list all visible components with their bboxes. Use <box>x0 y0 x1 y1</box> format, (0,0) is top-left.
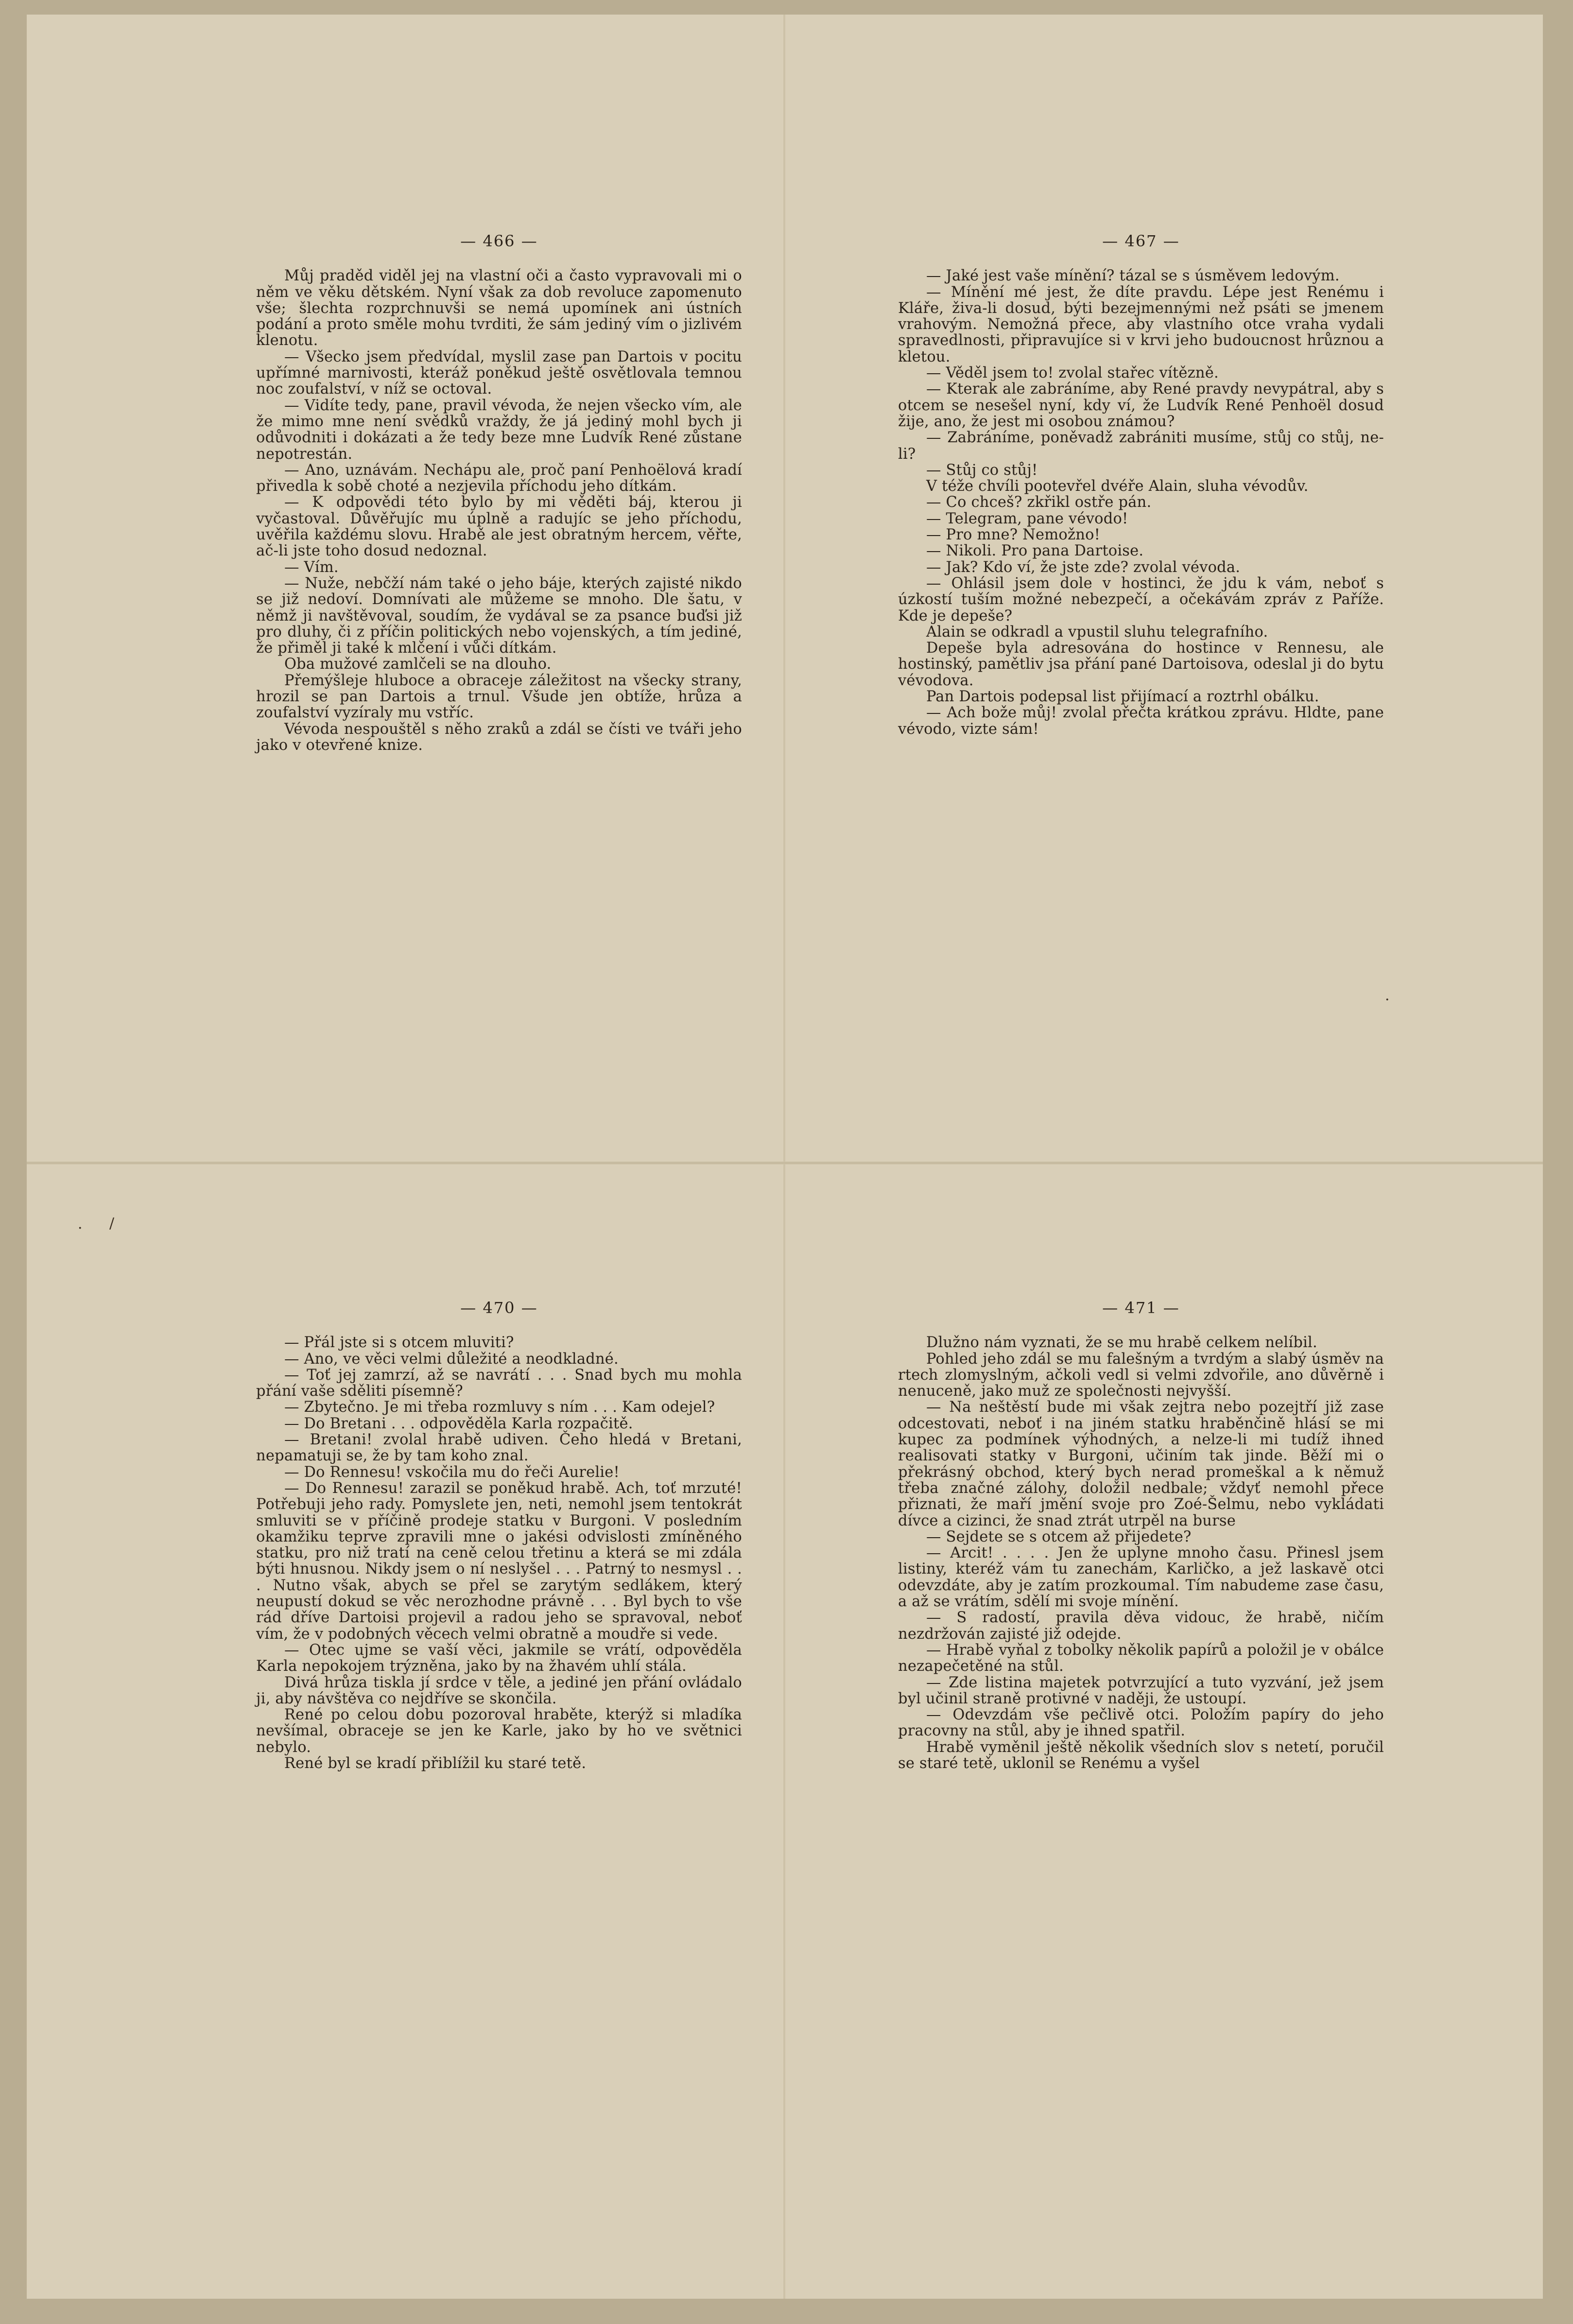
horizontal-fold <box>27 1162 1543 1164</box>
paragraph: — K odpovědi této bylo by mi věděti báj, kterou ji vyčastoval. Důvěřujíc mu úplně a radujíc se jeho příchodu, uvěřila každému slovu. Hrabě ale jest obratným hercem, věřte, ač-li jste toho dosud nedoznal. <box>256 494 742 560</box>
page-number: — 466 — <box>460 232 538 250</box>
page-number: — 471 — <box>1102 1299 1180 1317</box>
paragraph: — Přál jste si s otcem mluviti? <box>284 1334 514 1352</box>
paragraph: Oba mužové zamlčeli se na dlouho. <box>284 656 552 673</box>
paragraph: — Mínění mé jest, že díte pravdu. Lépe jest Renému i Kláře, živa-li dosud, býti bezejmennými než psáti se jmenem vrahovým. Nemožná přece, aby vlastního otce vraha vydali spravedlnosti, připravujíce si v krvi jeho budoucnost hrůznou a kletou. <box>898 283 1384 365</box>
paragraph: V téže chvíli pootevřel dvéře Alain, sluha vévodův. <box>926 478 1309 495</box>
paragraph: — Vím. <box>284 558 339 576</box>
paragraph: — S radostí, pravila děva vidouc, že hrabě, ničím nezdržován zajisté již odejde. <box>898 1609 1384 1643</box>
paragraph: — Na neštěstí bude mi však zejtra nebo pozejtří již zase odcestovati, neboť i na jiném statku hraběnčině hlásí se mi kupec za podmínek výhodných, a nelze-li mi tudíž ihned realisovati statky v Burgoni, učiním tak jinde. Běží mi o překrásný obchod, který bych nerad promeškal a k němuž třeba značné zálohy, doložil nedbale; vždyť nemohl přece přiznati, že maří jmění svoje pro Zoé-Šelmu, nebo vykládati dívce a cizinci, že snad ztrát utrpěl na burse <box>898 1399 1384 1529</box>
paragraph: Dlužno nám vyznati, že se mu hrabě celkem nelíbil. <box>926 1334 1317 1352</box>
paragraph: Přemýšleje hluboce a obraceje záležitost na všecky strany, hrozil se pan Dartois a trnul. Všude jen obtíže, hrůza a zoufalství vyzíraly mu vstříc. <box>256 672 742 722</box>
paragraph: — Pro mne? Nemožno! <box>926 526 1101 544</box>
paragraph: Depeše byla adresována do hostince v Rennesu, ale hostinský, pamětliv jsa přání pané Dartoisova, odeslal ji do bytu vévodova. <box>898 640 1384 689</box>
page-467 <box>898 233 1384 737</box>
paragraph: — Do Rennesu! zarazil se poněkud hrabě. Ach, toť mrzuté! Potřebuji jeho rady. Pomyslete jen, neti, nemohl jsem tentokrát smluviti se v příčině prodeje statku v Burgoni. V posledním okamžiku teprve zpravili mne o jakési odvislosti zmíněného statku, pro niž tratí na ceně celou třetinu a která se mi zdála býti hnusnou. Nikdy jsem o ní neslyšel . . . Patrný to nesmysl . . . Nutno však, abych se přel se zarytým sedlákem, který neupustí dokud se věc nerozhodne právně . . . Byl bych to vše rád dříve Dartoisi projevil a radou jeho se spravoval, neboť vím, že v podobných věcech velmi obratně a moudře si vede. <box>256 1479 742 1643</box>
paragraph: — Ano, ve věci velmi důležité a neodkladné. <box>284 1350 619 1368</box>
paragraph: — Odevzdám vše pečlivě otci. Položím papíry do jeho pracovny na stůl, aby je ihned spatřil. <box>898 1706 1384 1740</box>
paragraph: — Ach bože můj! zvolal přečta krátkou zprávu. Hldte, pane vévodo, vizte sám! <box>898 704 1384 738</box>
paragraph: — Do Bretani . . . odpověděla Karla rozpačitě. <box>284 1415 633 1432</box>
paragraph: — Ano, uznávám. Nechápu ale, proč paní Penhoëlová kradí přivedla k sobě choté a nezjevila příchodu jeho dítkám. <box>256 461 742 495</box>
paragraph: — Do Rennesu! vskočila mu do řeči Aurelie! <box>284 1463 620 1481</box>
paragraph: — Otec ujme se vaší věci, jakmile se vrátí, odpověděla Karla nepokojem trýzněna, jako by na žhavém uhlí stála. <box>256 1641 742 1675</box>
paragraph: — Arcit! . . . . Jen že uplyne mnoho času. Přinesl jsem listiny, kteréž vám tu zanechám, Karličko, a jež laskavě otci odevzdáte, aby je zatím prozkoumal. Tím nabudeme zase času, a až se vrátím, sdělí mi svoje mínění. <box>898 1544 1384 1611</box>
page-number: — 470 — <box>460 1299 538 1317</box>
paragraph: — Hrabě vyňal z tobolky několik papírů a položil je v obálce nezapečetěné na stůl. <box>898 1641 1384 1675</box>
paragraph: Pohled jeho zdál se mu falešným a tvrdým a slabý úsměv na rtech zlomyslným, ačkoli vedl si velmi zdvořile, ano důvěrně i nenuceně, jako muž ze společnosti nejvyšší. <box>898 1350 1384 1400</box>
paragraph: Divá hrůza tiskla jí srdce v těle, a jediné jen přání ovládalo ji, aby návštěva co nejdříve se skončila. <box>256 1674 742 1707</box>
paragraph: — Jaké jest vaše mínění? tázal se s úsměvem ledovým. <box>926 267 1340 285</box>
vertical-fold <box>783 15 785 2299</box>
ink-speck: / <box>109 1215 115 1232</box>
paragraph: — Telegram, pane vévodo! <box>926 510 1128 527</box>
page-471 <box>898 1300 1384 1771</box>
paragraph: René po celou dobu pozoroval hraběte, kterýž si mladíka nevšímal, obraceje se jen ke Karle, jako by ho ve světnici nebylo. <box>256 1706 742 1756</box>
page-466 <box>256 233 742 753</box>
paragraph: Vévoda nespouštěl s něho zraků a zdál se čísti ve tváři jeho jako v otevřené knize. <box>256 720 742 754</box>
ink-speck: · <box>78 1220 83 1237</box>
page-number: — 467 — <box>1102 232 1180 250</box>
paragraph: — Ohlásil jsem dole v hostinci, že jdu k vám, neboť s úzkostí tuším možné nebezpečí, a očekávám zpráv z Paříže. Kde je depeše? <box>898 574 1384 624</box>
paragraph: — Nikoli. Pro pana Dartoise. <box>926 542 1144 560</box>
paragraph: — Stůj co stůj! <box>926 461 1038 479</box>
paragraph: René byl se kradí přiblížil ku staré tetě. <box>284 1755 587 1772</box>
paragraph: — Věděl jsem to! zvolal stařec vítězně. <box>926 364 1219 382</box>
paragraph: — Sejdete se s otcem až přijedete? <box>926 1528 1192 1545</box>
paragraph: Můj praděd viděl jej na vlastní oči a často vypravovali mi o něm ve věku dětském. Nyní však za dob revoluce zapomenuto vše; šlechta rozprchnuvši se nemá upomínek ani ústních podání a proto směle mohu tvrditi, že sám jediný vím o jizlivém klenotu. <box>256 267 742 349</box>
paragraph: — Kterak ale zabráníme, aby René pravdy nevypátral, aby s otcem se nesešel nyní, kdy ví, že Ludvík René Penhoël dosud žije, ano, že jest mi osobou známou? <box>898 381 1384 430</box>
paragraph: — Všecko jsem předvídal, myslil zase pan Dartois v pocitu upřímné marnivosti, kteráž poněkud ještě osvětlovala temnou noc zoufalství, v níž se octoval. <box>256 348 742 398</box>
ink-speck: · <box>1385 991 1390 1008</box>
paragraph: — Bretani! zvolal hrabě udiven. Čeho hledá v Bretani, nepamatuji se, že by tam koho znal. <box>256 1431 742 1465</box>
paragraph: — Zbytečno. Je mi třeba rozmluvy s ním . . . Kam odejel? <box>284 1399 715 1416</box>
paragraph: — Jak? Kdo ví, že jste zde? zvolal vévoda. <box>926 558 1241 576</box>
paragraph: Hrabě vyměnil ještě několik všedních slov s netetí, poručil se staré tetě, uklonil se Renému a vyšel <box>898 1738 1384 1772</box>
paragraph: — Toť jej zamrzí, až se navrátí . . . Snad bych mu mohla přání vaše sděliti písemně? <box>256 1366 742 1400</box>
paragraph: — Zde listina majetek potvrzující a tuto vyzvání, jež jsem byl učinil straně protivné v naději, že ustoupí. <box>898 1674 1384 1707</box>
paragraph: — Vidíte tedy, pane, pravil vévoda, že nejen všecko vím, ale že mimo mne není svědků vraždy, že já jediný mohl bych ji odůvodniti i dokázati a že tedy beze mne Ludvík René zůstane nepotrestán. <box>256 397 742 463</box>
paragraph: — Co chceš? zkřikl ostře pán. <box>926 494 1152 511</box>
paragraph: Alain se odkradl a vpustil sluhu telegrafního. <box>926 623 1268 641</box>
page-470 <box>256 1300 742 1771</box>
paragraph: Pan Dartois podepsal list přijímací a roztrhl obálku. <box>926 688 1319 706</box>
paragraph: — Zabráníme, poněvadž zabrániti musíme, stůj co stůj, ne-li? <box>898 429 1384 463</box>
paragraph: — Nuže, nebčží nám také o jeho báje, kterých zajisté nikdo se již nedoví. Domnívati ale můžeme se mnoho. Dle šatu, v němž ji navštěvoval, soudím, že vydával se za psance buďsi již pro dluhy, či z příčin politických nebo vojenských, a tím jediné, že přiměl ji také k mlčení i vůči dítkám. <box>256 574 742 657</box>
